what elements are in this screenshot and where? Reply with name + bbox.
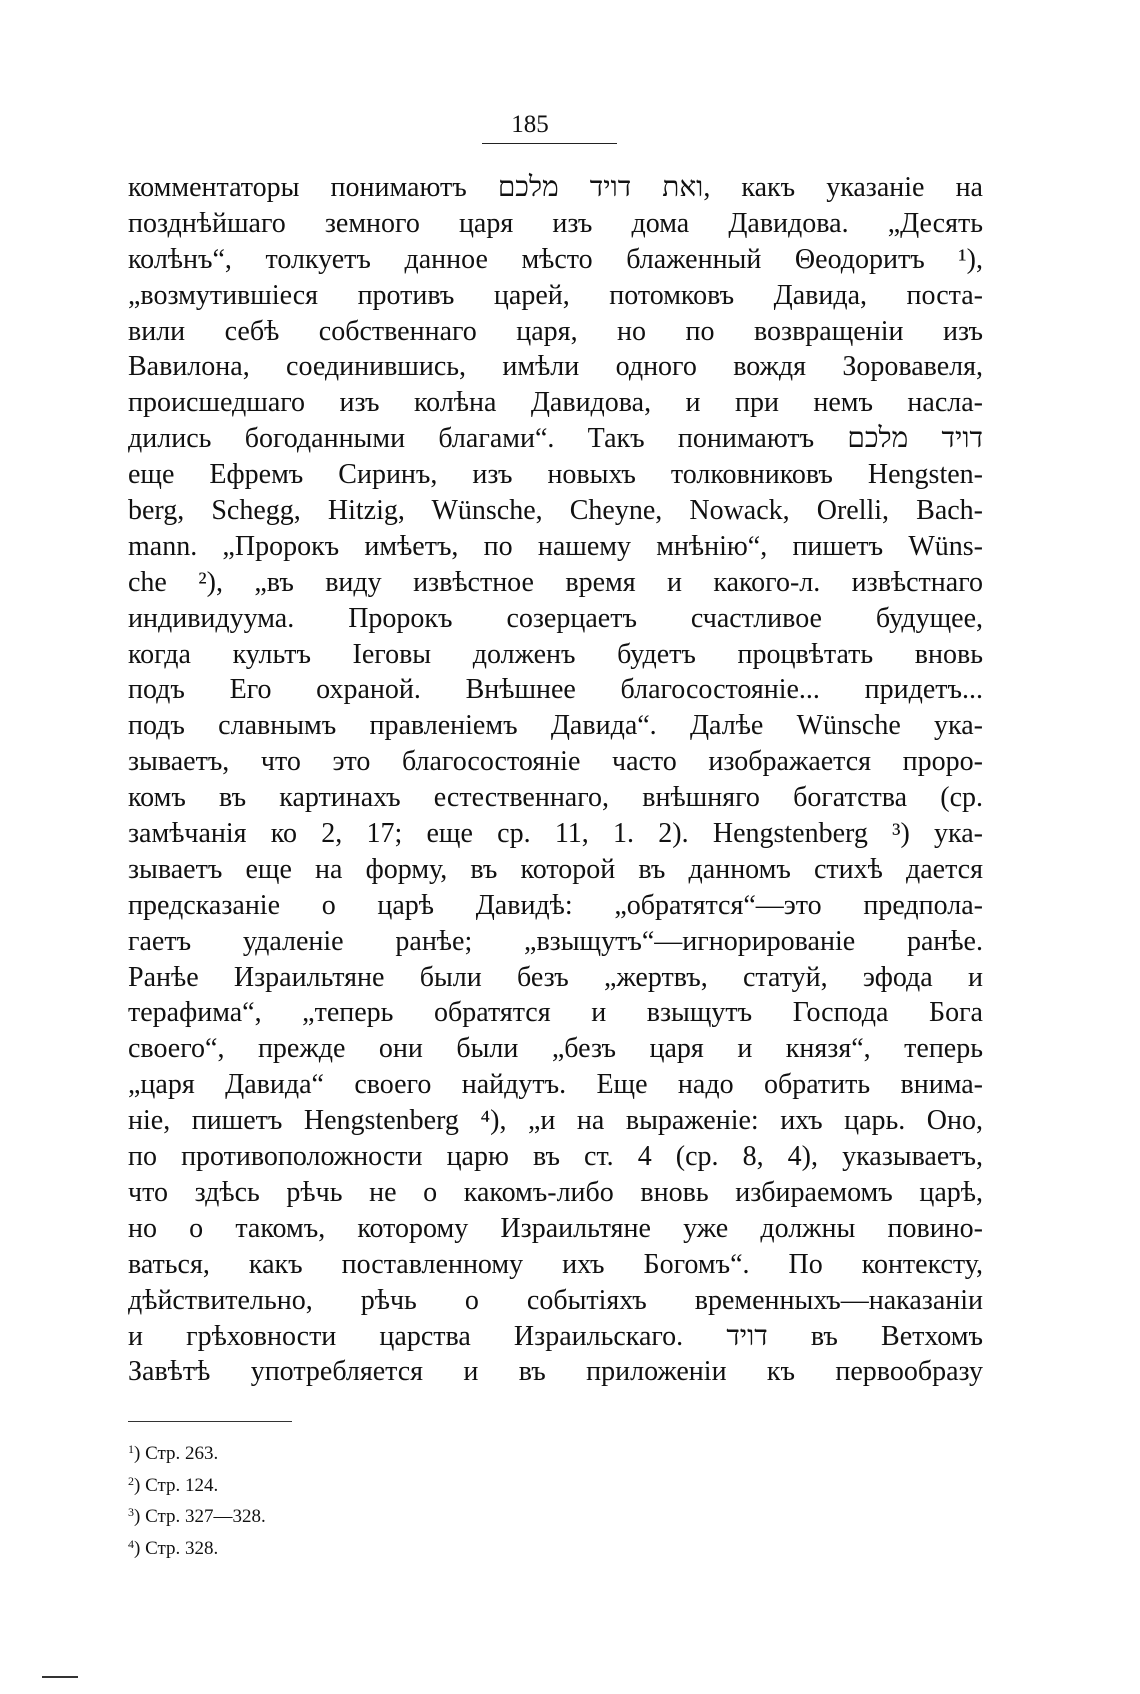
- footnote-mark: 3: [128, 1505, 134, 1519]
- footnote-mark: 1: [128, 1442, 134, 1456]
- body-line: „царя Давида“ своего найдутъ. Еще надо обратить внима-: [128, 1069, 983, 1101]
- body-line: еще Ефремъ Сиринъ, изъ новыхъ толковниковъ Hengsten-: [128, 459, 983, 491]
- body-line: Вавилона, соединившись, имѣли одного вождя Зоровавеля,: [128, 351, 983, 383]
- footnote-text: Стр. 124.: [145, 1474, 219, 1496]
- body-line: комментаторы понимаютъ ואת דויד מלכם, какъ указаніе на: [128, 172, 983, 203]
- body-line: гаетъ удаленіе ранѣе; „взыщутъ“—игнорированіе ранѣе.: [128, 925, 983, 957]
- body-line: зываетъ, что это благосостояніе часто изображается проро-: [128, 746, 983, 778]
- footnote-text: Стр. 328.: [145, 1537, 219, 1559]
- body-line: „возмутившіеся противъ царей, потомковъ Давида, поста-: [128, 279, 983, 311]
- body-line: и грѣховности царства Израильскаго. דויד въ Ветхомъ: [128, 1320, 983, 1352]
- footnotes: [128, 1436, 266, 1562]
- body-line: терафима“, „теперь обратятся и взыщутъ Господа Бога: [128, 997, 983, 1029]
- footnote: $^1$) Стр. 263.: [128, 1442, 219, 1464]
- body-line: происшедшаго изъ колѣна Давидова, и при немъ насла-: [128, 387, 983, 419]
- body-line: подъ славнымъ правленіемъ Давида“. Далѣе Wünsche ука-: [128, 710, 983, 742]
- body-line: berg, Schegg, Hitzig, Wünsche, Cheyne, Nowack, Orelli, Bach-: [128, 495, 983, 527]
- body-text: [128, 170, 983, 1390]
- body-line: когда культъ Іеговы долженъ будетъ процвѣтать вновь: [128, 638, 983, 670]
- body-line: ваться, какъ поставленному ихъ Богомъ“. По контексту,: [128, 1248, 983, 1280]
- body-line: своего“, прежде они были „безъ царя и князя“, теперь: [128, 1033, 983, 1065]
- footnote-mark: 2: [128, 1473, 134, 1488]
- footnote: $^2$) Стр. 124.: [128, 1473, 219, 1496]
- body-line: вили себѣ собственнаго царя, но по возвращеніи изъ: [128, 315, 983, 347]
- body-line: дѣйствительно, рѣчь о событіяхъ временныхъ—наказаніи: [128, 1284, 983, 1316]
- footnote-rule: [128, 1421, 292, 1422]
- body-line: замѣчанія ко 2, 17; еще ср. 11, 1. 2). Hengstenberg ³) ука-: [128, 818, 983, 850]
- body-line: по противоположности царю въ ст. 4 (ср. 8, 4), указываетъ,: [128, 1141, 983, 1173]
- page-number: 185: [511, 111, 549, 138]
- body-line: позднѣйшаго земного царя изъ дома Давидова. „Десять: [128, 207, 983, 239]
- body-line: mann. „Пророкъ имѣетъ, по нашему мнѣнію“, пишетъ Wüns-: [128, 530, 983, 562]
- footnote: $^3$) Стр. 327—328.: [128, 1505, 266, 1527]
- page-number-rule: [482, 143, 617, 144]
- body-line: предсказаніе о царѣ Давидѣ: „обратятся“—это предпола-: [128, 889, 983, 921]
- scan-edge-mark: [42, 1676, 78, 1678]
- body-line: колѣнъ“, толкуетъ данное мѣсто блаженный Θеодоритъ ¹),: [128, 243, 983, 275]
- body-line: зываетъ еще на форму, въ которой въ данномъ стихѣ дается: [128, 853, 983, 885]
- footnote-text: Стр. 327—328.: [145, 1506, 266, 1527]
- body-line: ніе, пишетъ Hengstenberg ⁴), „и на выраженіе: ихъ царь. Оно,: [128, 1105, 983, 1137]
- body-line: но о такомъ, которому Израильтяне уже должны повино-: [128, 1212, 983, 1244]
- body-line: Ранѣе Израильтяне были безъ „жертвъ, статуй, эфода и: [128, 961, 983, 993]
- body-line: что здѣсь рѣчь не о какомъ-либо вновь избираемомъ царѣ,: [128, 1176, 983, 1208]
- body-line: индивидуума. Пророкъ созерцаетъ счастливое будущее,: [128, 602, 983, 634]
- body-line: Завѣтѣ употребляется и въ приложеніи къ первообразу: [128, 1356, 983, 1388]
- footnote: $^4$) Стр. 328.: [128, 1536, 219, 1559]
- body-line: che ²), „въ виду извѣстное время и какого-л. извѣстнаго: [128, 566, 983, 598]
- footnote-text: Стр. 263.: [145, 1443, 219, 1464]
- body-line: комъ въ картинахъ естественнаго, внѣшняго богатства (ср.: [128, 782, 983, 814]
- body-line: дились богоданными благами“. Такъ понимаютъ דויד מלכם: [128, 423, 983, 455]
- footnote-mark: 4: [128, 1536, 134, 1551]
- body-line: подъ Его охраной. Внѣшнее благосостояніе... придетъ...: [128, 674, 983, 706]
